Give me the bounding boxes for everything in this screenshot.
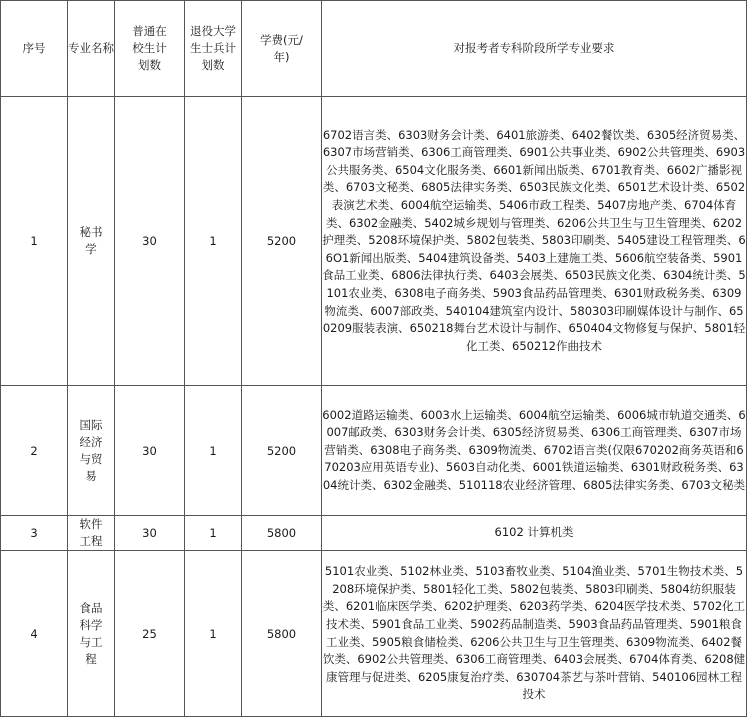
cell-plan: 30 — [115, 97, 185, 386]
cell-fee: 5800 — [242, 551, 322, 717]
cell-seq: 2 — [1, 386, 68, 516]
cell-veteran: 1 — [185, 516, 242, 551]
cell-major: 秘书学 — [68, 97, 115, 386]
cell-fee: 5200 — [242, 97, 322, 386]
cell-plan: 30 — [115, 516, 185, 551]
cell-fee: 5800 — [242, 516, 322, 551]
cell-major: 食品科学与工程 — [68, 551, 115, 717]
cell-requirement: 6102 计算机类 — [322, 516, 747, 551]
table-row — [1, 551, 747, 717]
header-seq: 序号 — [1, 1, 68, 97]
cell-major: 软件工程 — [68, 516, 115, 551]
cell-requirement: 5101农业类、5102林业类、5103畜牧业类、5104渔业类、5701生物技术类、5208环境保护类、5801轻化工类、5802包装类、5803印刷类、5804纺织服装类、6201临床医学类、6202护理类、6203药学类、6204医学技术类、5702化工技术类、5901食品工业类、5902药品制造类、5903食品药品管理类、5901粮食工业类、5905粮食储检类、6206公共卫生与卫生管理类、6309物流类、6402餐饮类、6902公共管理类、6306工商管理类、6403会展类、6704体育类、6208健康管理与促进类、6205康复治疗类、630704茶艺与茶叶营销、540106园林工程投术 — [322, 551, 747, 717]
cell-requirement: 6702语言类、6303财务会计类、6401旅游类、6402餐饮类、6305经济贸易类、6307市场营销类、6306工商管理类、6901公共事业类、6902公共管理类、6903公共服务类、6504文化服务类、6601新闻出版类、6701教育类、6602广播影视类、6703文秘类、6805法律实务类、6503民族文化类、6501艺术设计类、6502表演艺术类、6004航空运输类、5406市政工程类、5407房地产类、6704体育类、6302金融类、5402城乡规划与管理类、6206公共卫生与卫生管理类、6202护理类、5208环境保护类、5802包装类、5803印刷类、5405建设工程管理类、66O1新闻出版类、5404建筑设备类、5403上建施工类、5606航空装备类、5901食品工业类、6806法律执行类、6403会展类、6503民族文化类、6304统计类、5101农业类、6308电子商务类、5903食品药品管理类、6301财政税务类、6309物流类、6007部政类、540104建筑室内设计、580303印刷媒体设计与制作、650209服装表演、650218舞台艺术设计与制作、650404文物修复与保护、5801轻化工类、650212作曲技术 — [322, 97, 747, 386]
cell-plan: 25 — [115, 551, 185, 717]
cell-veteran: 1 — [185, 97, 242, 386]
cell-requirement: 6002道路运输类、6003水上运输类、6004航空运输类、6006城市轨道交通类、6007邮政类、6303财务会计类、6305经济贸易类、6306工商管理类、6307市场营销类、6308电子商务类、6309物流类、6702语言类(仅限670202商务英语和670203应用英语专业)、5603自动化类、6001铁道运输类、6301财政税务类、6304统计类、6302金融类、510118农业经济管理、6805法律实务类、6703文秘类 — [322, 386, 747, 516]
cell-seq: 1 — [1, 97, 68, 386]
table-row — [1, 516, 747, 551]
cell-seq: 4 — [1, 551, 68, 717]
header-requirement: 对报考者专科阶段所学专业要求 — [322, 1, 747, 97]
header-veteran: 退役大学生士兵计划数 — [185, 1, 242, 97]
cell-veteran: 1 — [185, 551, 242, 717]
cell-veteran: 1 — [185, 386, 242, 516]
header-fee: 学费(元/年) — [242, 1, 322, 97]
header-major: 专业名称 — [68, 1, 115, 97]
cell-fee: 5200 — [242, 386, 322, 516]
table-row — [1, 386, 747, 516]
header-row — [1, 1, 747, 97]
table-row — [1, 97, 747, 386]
cell-major: 国际经济与贸易 — [68, 386, 115, 516]
cell-plan: 30 — [115, 386, 185, 516]
header-plan: 普通在校生计划数 — [115, 1, 185, 97]
cell-seq: 3 — [1, 516, 68, 551]
